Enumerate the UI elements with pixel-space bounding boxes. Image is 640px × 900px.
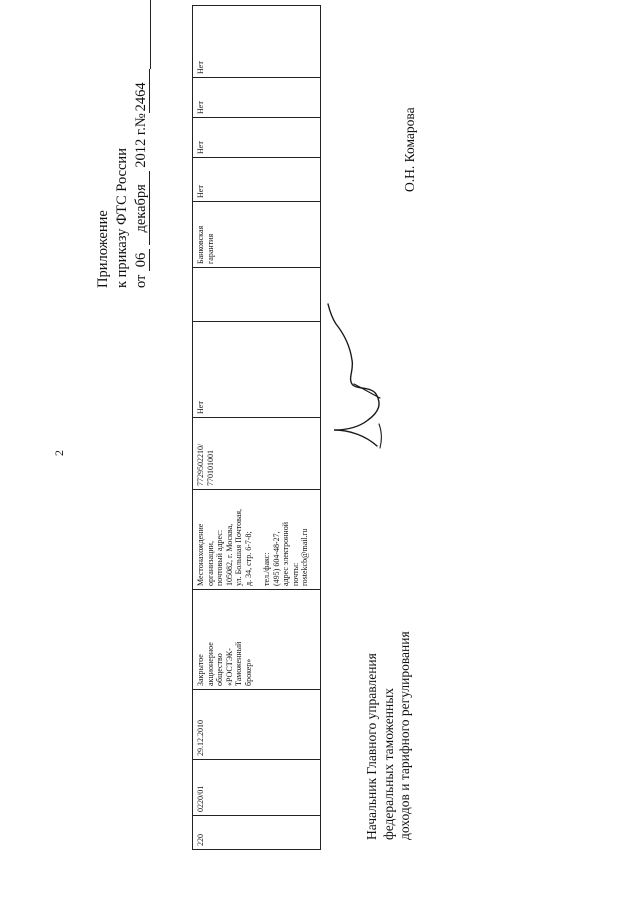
- signatory-position: Начальник Главного управления федеральных таможенных доходов и тарифного регулирования: [364, 631, 412, 840]
- cell-inclusion-date: 29.12.2010: [193, 690, 321, 760]
- order-date-line: [132, 28, 151, 288]
- order-month: декабря: [134, 171, 150, 245]
- cell-value-none: Нет: [193, 78, 321, 118]
- cell-empty: [193, 268, 321, 322]
- cell-value-none: Нет: [193, 118, 321, 158]
- cell-value-none: Нет: [193, 322, 321, 418]
- cell-inn-kpp: 7729502210/ 770101001: [193, 418, 321, 490]
- cell-address: Местонахождение организации, почтовый адрес: 105082, г. Москва, ул. Большая Почтовая, д. 34, стр. 6-7-8; тел./факс: (495) 604-48-27, адрес электронной почты: rostekcb@mail.ru: [193, 490, 321, 590]
- cell-guarantee-type: Банковская гарантия: [193, 202, 321, 268]
- cell-value-none: Нет: [193, 158, 321, 202]
- order-reference: к приказу ФТС России: [114, 148, 130, 288]
- order-from-label: от: [133, 274, 149, 288]
- page-number: 2: [52, 450, 66, 456]
- cell-value-none: Нет: [193, 6, 321, 78]
- cell-registration-number: 0220/01: [193, 760, 321, 816]
- table-row: [193, 6, 321, 850]
- order-year: 2012 г.: [133, 127, 149, 168]
- appendix-title: Приложение: [95, 210, 111, 288]
- signature-drawing: [322, 300, 392, 450]
- order-number: 2464: [134, 69, 150, 113]
- order-number-underline: [136, 0, 151, 69]
- cell-organization-name: Закрытое акционерное общество «РОСТЭК- Таможенный брокер»: [193, 590, 321, 690]
- signatory-name: О.Н. Комарова: [402, 107, 417, 192]
- appendix-header: [94, 28, 151, 288]
- order-number-label: №: [133, 113, 149, 128]
- cell-row-number: 220: [193, 816, 321, 850]
- order-day: 06: [134, 249, 150, 271]
- handwritten-signature: [322, 300, 397, 450]
- registry-table: [192, 5, 321, 850]
